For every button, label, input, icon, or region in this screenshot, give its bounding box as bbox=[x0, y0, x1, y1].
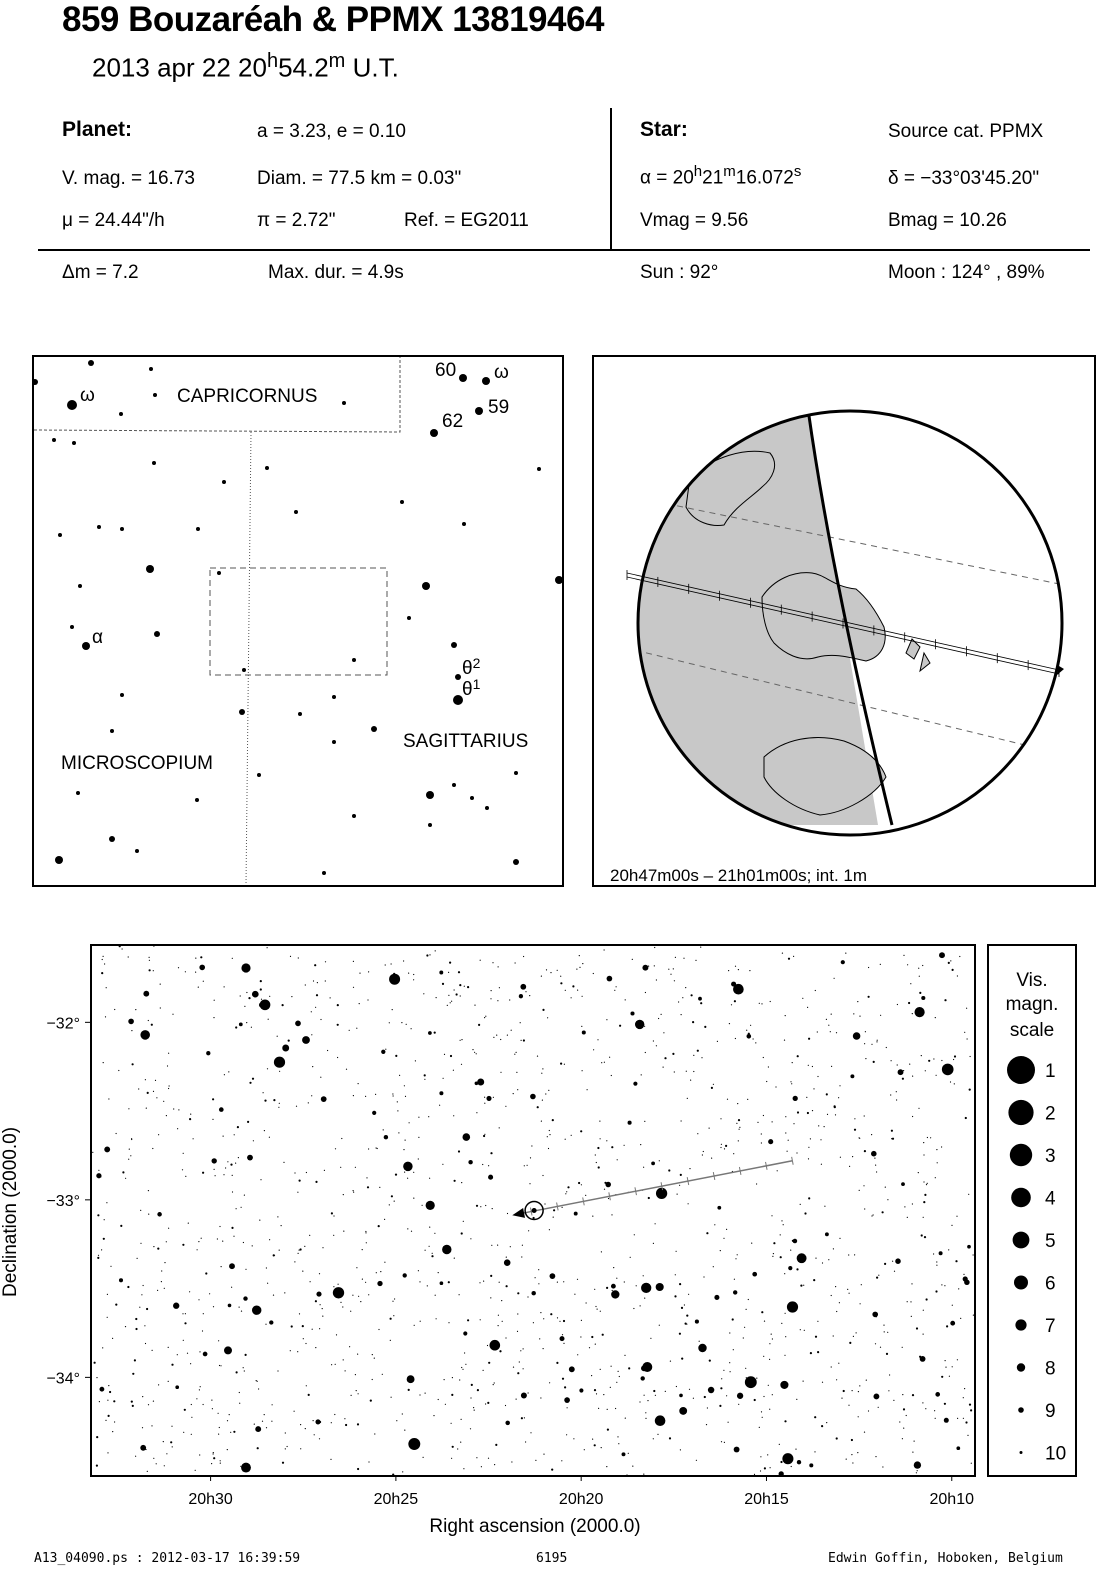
star-source: Source cat. PPMX bbox=[888, 121, 1044, 142]
finder-star bbox=[78, 584, 82, 588]
scale-items bbox=[1007, 1056, 1066, 1465]
scale-dot bbox=[1014, 1276, 1028, 1290]
finder-star bbox=[485, 806, 489, 810]
finder-star bbox=[430, 429, 438, 437]
finder-star bbox=[34, 379, 38, 385]
finder-star bbox=[67, 400, 77, 410]
x-tick-label: 20h20 bbox=[558, 1491, 604, 1508]
moon-info: Moon : 124° , 89% bbox=[888, 262, 1045, 283]
scale-label: 8 bbox=[1045, 1358, 1056, 1380]
star-label-62: 62 bbox=[442, 411, 464, 432]
globe-svg bbox=[594, 357, 1094, 885]
label-sagittarius: SAGITTARIUS bbox=[403, 731, 529, 752]
x-axis-ticks bbox=[188, 1475, 974, 1508]
scale-title-3: scale bbox=[1009, 1020, 1055, 1041]
scale-label: 9 bbox=[1045, 1401, 1056, 1422]
scale-dot bbox=[1010, 1144, 1032, 1166]
globe-panel bbox=[592, 355, 1096, 887]
finder-star bbox=[332, 740, 336, 744]
planet-vmag: V. mag. = 16.73 bbox=[62, 168, 195, 189]
axes-svg bbox=[0, 944, 1096, 1544]
x-tick-label: 20h15 bbox=[744, 1491, 789, 1508]
star-label-59: 59 bbox=[488, 397, 510, 418]
finder-star bbox=[222, 480, 226, 484]
finder-star bbox=[110, 729, 114, 733]
planet-diameter: Diam. = 77.5 km = 0.03" bbox=[257, 168, 462, 189]
finder-star bbox=[332, 695, 336, 699]
scale-dot bbox=[1011, 1188, 1031, 1208]
finder-star bbox=[352, 658, 356, 662]
y-tick-label: −34° bbox=[46, 1370, 80, 1388]
finder-star bbox=[422, 582, 430, 590]
finder-star bbox=[217, 571, 221, 575]
star-bmag: Bmag = 10.26 bbox=[888, 210, 1007, 231]
finder-star bbox=[239, 709, 245, 715]
scale-label: 6 bbox=[1045, 1273, 1056, 1295]
scale-label: 2 bbox=[1045, 1103, 1056, 1125]
y-axis-label: Declination (2000.0) bbox=[0, 1126, 21, 1298]
delta-magnitude: Δm = 7.2 bbox=[62, 262, 139, 283]
footer-number: 6195 bbox=[536, 1551, 568, 1566]
finder-star bbox=[70, 625, 74, 629]
finder-star bbox=[153, 393, 157, 397]
star-label-theta1: $\theta^1$ bbox=[462, 676, 481, 700]
finder-star bbox=[135, 849, 139, 853]
scale-dot bbox=[1017, 1363, 1025, 1371]
finder-star bbox=[72, 441, 76, 445]
finder-star bbox=[352, 814, 356, 818]
star-label-theta2: $\theta^2$ bbox=[462, 655, 481, 679]
finder-star bbox=[196, 527, 200, 531]
star-heading: Star: bbox=[640, 118, 688, 141]
footer-author: Edwin Goffin, Hoboken, Belgium bbox=[828, 1551, 1063, 1566]
scale-label: 5 bbox=[1045, 1231, 1056, 1252]
finder-stars bbox=[34, 360, 562, 875]
magnitude-scale-svg bbox=[989, 946, 1075, 1475]
finder-star bbox=[55, 856, 63, 864]
new-zealand-outline bbox=[906, 639, 930, 671]
finder-star bbox=[97, 525, 101, 529]
finder-star bbox=[58, 533, 62, 537]
finder-star bbox=[514, 771, 518, 775]
scale-label: 7 bbox=[1045, 1316, 1056, 1337]
finder-star bbox=[82, 642, 90, 650]
finder-star bbox=[451, 642, 457, 648]
scale-dot bbox=[1007, 1056, 1035, 1084]
sun-elongation: Sun : 92° bbox=[640, 262, 719, 283]
scale-title-1: Vis. bbox=[1016, 970, 1048, 991]
globe-caption: 20h47m00s – 21h01m00s; int. 1m bbox=[610, 866, 868, 885]
planet-heading: Planet: bbox=[62, 118, 133, 141]
finder-star bbox=[462, 522, 466, 526]
max-duration: Max. dur. = 4.9s bbox=[268, 262, 404, 283]
star-label-omega-cap: ω bbox=[80, 385, 95, 406]
finder-chart-svg bbox=[34, 357, 562, 885]
x-tick-label: 20h30 bbox=[188, 1491, 233, 1508]
finder-star bbox=[470, 796, 474, 800]
scale-dot bbox=[1013, 1232, 1030, 1249]
finder-star bbox=[428, 823, 432, 827]
scale-label: 3 bbox=[1045, 1146, 1056, 1167]
star-label-omega-sgr: ω bbox=[494, 362, 509, 383]
y-tick-label: −32° bbox=[46, 1015, 80, 1033]
finder-star bbox=[257, 773, 261, 777]
finder-star bbox=[371, 726, 377, 732]
table-rule bbox=[38, 249, 1090, 251]
finder-star bbox=[298, 712, 302, 716]
finder-star bbox=[265, 466, 269, 470]
x-tick-label: 20h25 bbox=[373, 1491, 419, 1508]
planet-parallax: π = 2.72" bbox=[257, 210, 336, 231]
finder-star bbox=[513, 859, 519, 865]
finder-star bbox=[120, 527, 124, 531]
finder-star bbox=[426, 791, 434, 799]
planet-motion: μ = 24.44"/h bbox=[62, 210, 165, 231]
finder-star bbox=[452, 783, 456, 787]
scale-dot bbox=[1018, 1407, 1024, 1413]
planet-orbit: a = 3.23, e = 0.10 bbox=[257, 121, 406, 142]
page-title: 859 Bouzaréah & PPMX 13819464 bbox=[62, 0, 604, 39]
planet-ref: Ref. = EG2011 bbox=[404, 210, 529, 231]
finder-star bbox=[455, 674, 461, 680]
finder-star bbox=[146, 565, 154, 573]
star-label-alpha-mic: α bbox=[92, 627, 103, 648]
star-label-60: 60 bbox=[435, 360, 457, 381]
constellation-boundary-meridian bbox=[246, 432, 251, 885]
scale-dot bbox=[1008, 1100, 1033, 1125]
scale-title-2: magn. bbox=[1005, 994, 1059, 1015]
scale-label: 1 bbox=[1045, 1061, 1056, 1082]
finder-star bbox=[195, 798, 199, 802]
star-dec: δ = −33°03'45.20" bbox=[888, 168, 1040, 189]
footer-file: A13_04090.ps : 2012-03-17 16:39:59 bbox=[34, 1551, 301, 1566]
finder-star bbox=[88, 360, 94, 366]
star-ra: $\alpha = 20^h21^m16.072^s$ bbox=[640, 163, 802, 189]
finder-star bbox=[242, 668, 246, 672]
star-vmag: Vmag = 9.56 bbox=[640, 210, 749, 231]
y-tick-label: −33° bbox=[46, 1192, 80, 1210]
finder-star bbox=[555, 576, 562, 584]
scale-dot bbox=[1020, 1451, 1023, 1454]
finder-star bbox=[475, 407, 483, 415]
finder-star bbox=[342, 401, 346, 405]
x-tick-label: 20h10 bbox=[929, 1491, 975, 1508]
finder-star bbox=[400, 500, 404, 504]
label-microscopium: MICROSCOPIUM bbox=[61, 753, 213, 774]
finder-star bbox=[322, 871, 326, 875]
scale-dot bbox=[1015, 1319, 1026, 1330]
table-divider bbox=[610, 108, 612, 249]
finder-star bbox=[149, 367, 153, 371]
finder-star bbox=[119, 412, 123, 416]
x-axis-label: Right ascension (2000.0) bbox=[429, 1516, 641, 1537]
finder-star bbox=[52, 438, 56, 442]
scale-label: 4 bbox=[1045, 1188, 1056, 1210]
y-axis-ticks bbox=[46, 1015, 91, 1387]
field-of-view-box bbox=[210, 568, 387, 675]
label-capricornus: CAPRICORNUS bbox=[177, 386, 318, 407]
magnitude-scale bbox=[987, 944, 1077, 1477]
finder-star bbox=[407, 616, 411, 620]
event-datetime: 2013 apr 22 20$^h$54.2$^m$ U.T. bbox=[92, 50, 399, 83]
finder-star bbox=[294, 510, 298, 514]
finder-star bbox=[109, 836, 115, 842]
finder-star bbox=[120, 693, 124, 697]
finder-star bbox=[459, 374, 467, 382]
scale-label: 10 bbox=[1045, 1443, 1067, 1465]
finder-star bbox=[152, 461, 156, 465]
finder-star bbox=[154, 631, 160, 637]
finder-star bbox=[482, 377, 490, 385]
finder-chart bbox=[32, 355, 564, 887]
finder-star bbox=[76, 791, 80, 795]
finder-star bbox=[537, 467, 541, 471]
